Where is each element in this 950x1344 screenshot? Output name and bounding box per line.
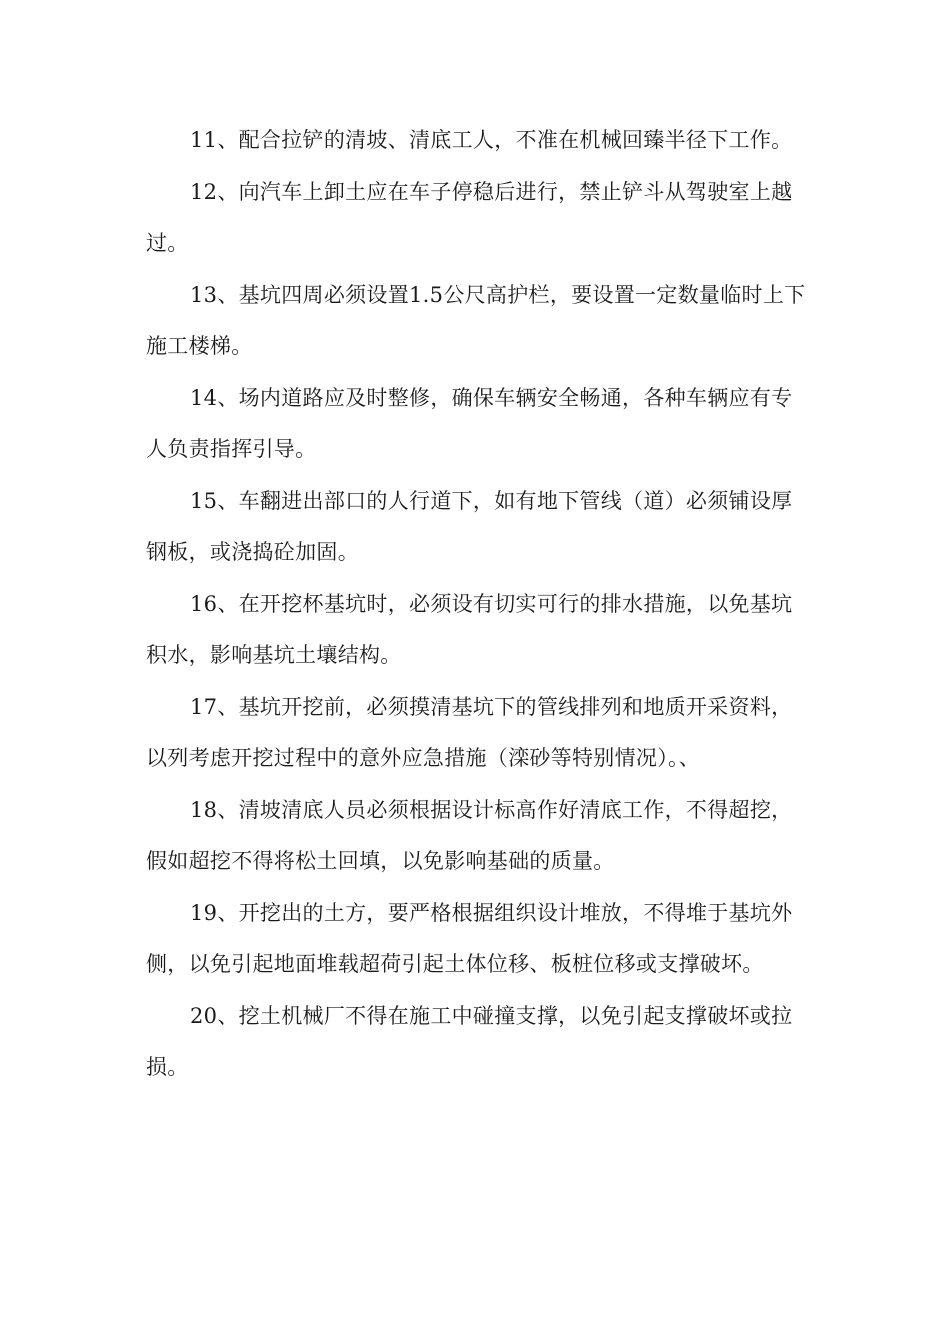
paragraph-item-15: 15、车翻进出部口的人行道下，如有地下管线（道）必须铺设厚钢板，或浇捣砼加固。	[146, 488, 793, 564]
paragraph-item-11: 11、配合拉铲的清坡、清底工人，不准在机械回臻半径下工作。	[190, 128, 793, 152]
paragraph-item-17: 17、基坑开挖前，必须摸清基坑下的管线排列和地质开采资料，以列考虑开挖过程中的意外应急措施（滦砂等特别情况）。、	[146, 694, 793, 770]
paragraph-item-19: 19、开挖出的土方，要严格根据组织设计堆放，不得堆于基坑外侧，以免引起地面堆载超荷引起土体位移、板桩位移或支撑破坏。	[146, 900, 793, 976]
paragraph-item-14: 14、场内道路应及时整修，确保车辆安全畅通，各种车辆应有专人负责指挥引导。	[146, 385, 793, 461]
document-body	[146, 115, 806, 1094]
paragraph-item-12: 12、向汽车上卸土应在车子停稳后进行，禁止铲斗从驾驶室上越过。	[146, 179, 793, 255]
paragraph-item-18: 18、清坡清底人员必须根据设计标高作好清底工作，不得超挖，假如超挖不得将松土回填，以免影响基础的质量。	[146, 797, 793, 873]
paragraph-item-16: 16、在开挖杯基坑时，必须设有切实可行的排水措施，以免基坑积水，影响基坑土壤结构。	[146, 591, 793, 667]
paragraph-item-20: 20、挖土机械厂不得在施工中碰撞支撑，以免引起支撑破坏或拉损。	[146, 1003, 793, 1079]
paragraph-item-13: 13、基坑四周必须设置1.5公尺高护栏，要设置一定数量临时上下施工楼梯。	[146, 282, 806, 358]
